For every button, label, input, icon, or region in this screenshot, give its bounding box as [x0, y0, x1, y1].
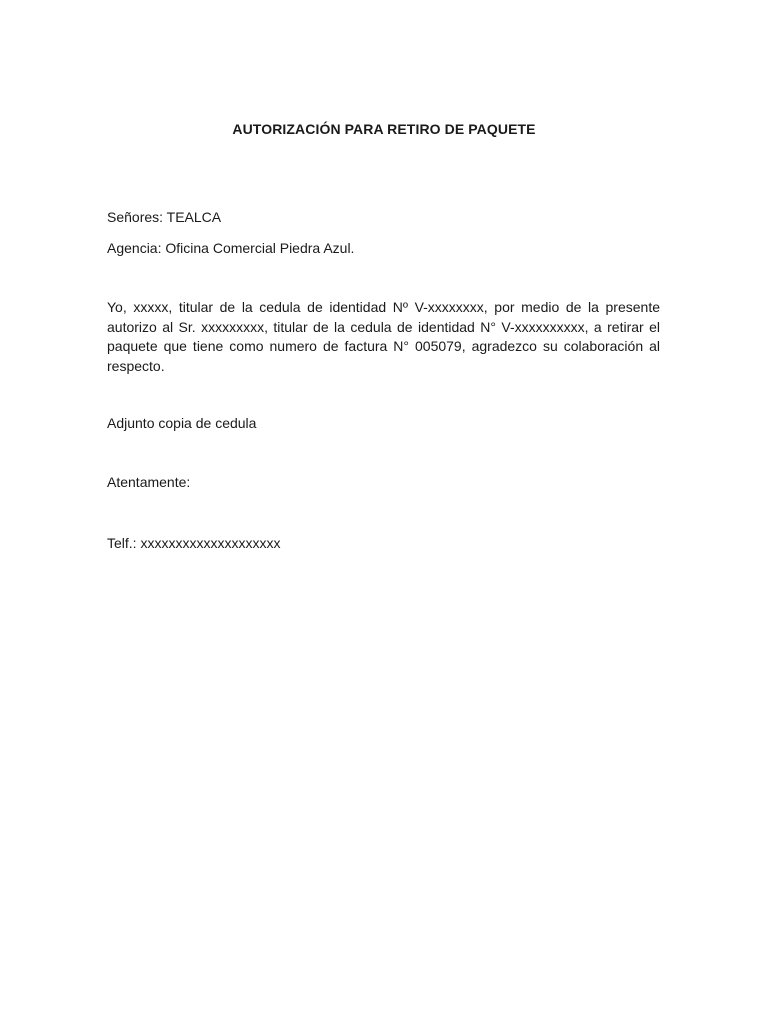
phone-line: Telf.: xxxxxxxxxxxxxxxxxxxx [107, 535, 281, 551]
document-title: AUTORIZACIÓN PARA RETIRO DE PAQUETE [232, 121, 536, 137]
agency-line: Agencia: Oficina Comercial Piedra Azul. [107, 240, 355, 256]
attachment-line: Adjunto copia de cedula [107, 415, 257, 431]
closing-line: Atentamente: [107, 474, 191, 490]
recipient-line: Señores: TEALCA [107, 209, 222, 225]
body-paragraph: Yo, xxxxx, titular de la cedula de identidad Nº V-xxxxxxxx, por medio de la presente autorizo al Sr. xxxxxxxxx, titular de la cedula de identidad N° V-xxxxxxxxxx, a retirar el paquete que tiene como numero de factura N° 005079, agradezco su colaboración al respecto. [107, 299, 660, 374]
